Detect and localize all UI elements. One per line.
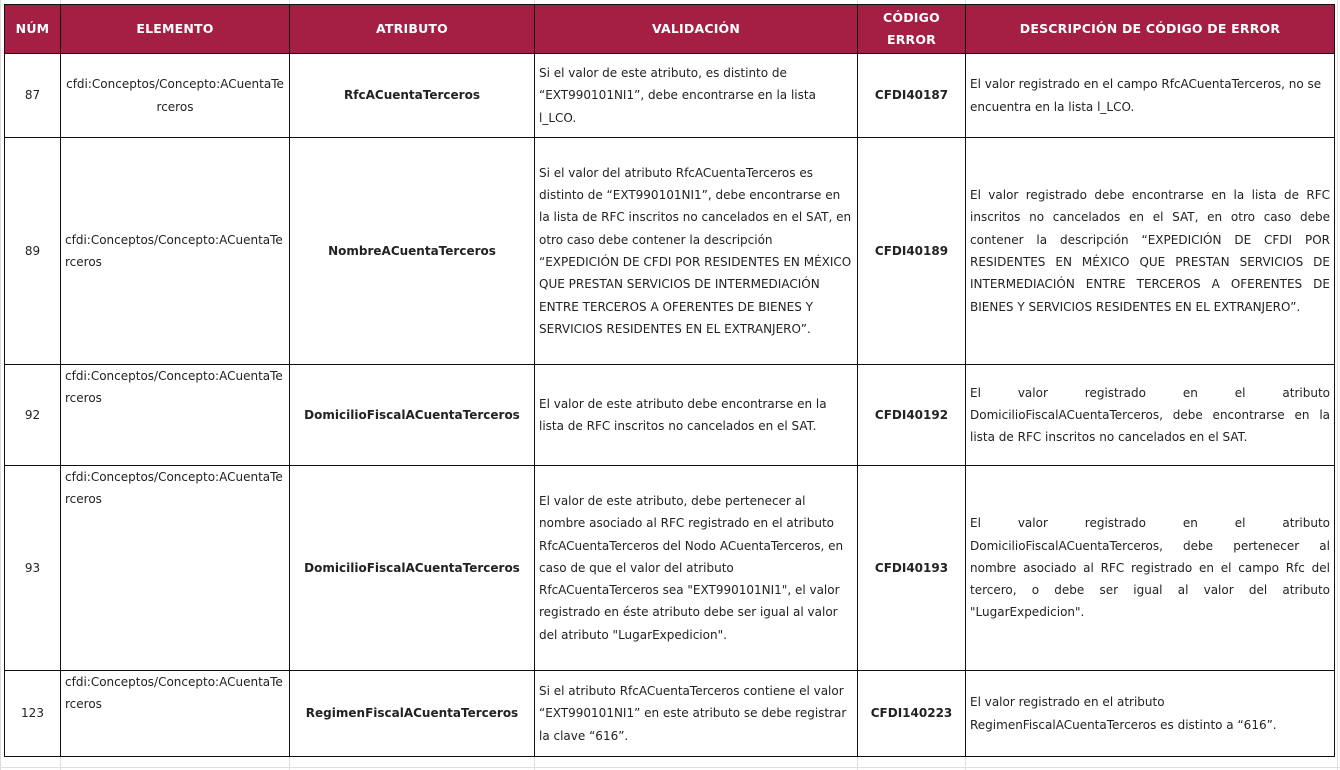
table-row <box>5 365 1335 466</box>
cell-validacion[interactable]: Si el valor de este atributo, es distinto de “EXT990101NI1”, debe encontrarse en la lista l_LCO. <box>535 54 858 138</box>
cell-validacion[interactable]: El valor de este atributo, debe pertenecer al nombre asociado al RFC registrado en el atributo RfcACuentaTerceros del Nodo ACuentaTerceros, en caso de que el valor del atributo RfcACuentaTerceros sea "EXT990101NI1", el valor registrado en éste atributo debe ser igual al valor del atributo "LugarExpedicion". <box>535 466 858 671</box>
cell-elemento[interactable]: cfdi:Conceptos/Concepto:ACuentaTerceros <box>61 138 290 365</box>
cell-validacion[interactable]: El valor de este atributo debe encontrarse en la lista de RFC inscritos no cancelados en el SAT. <box>535 365 858 466</box>
cell-atributo[interactable]: NombreACuentaTerceros <box>290 138 535 365</box>
cell-codigo-error[interactable]: CFDI40193 <box>858 466 966 671</box>
cell-atributo[interactable]: RfcACuentaTerceros <box>290 54 535 138</box>
cell-descripcion[interactable]: El valor registrado en el atributo DomicilioFiscalACuentaTerceros, debe pertenecer al nombre asociado al RFC registrado en el campo Rfc del tercero, o debe ser igual al valor del atributo "LugarExpedicion". <box>966 466 1335 671</box>
cell-num[interactable]: 89 <box>5 138 61 365</box>
column-header-num[interactable]: NÚM <box>5 5 61 54</box>
cell-codigo-error[interactable]: CFDI140223 <box>858 671 966 757</box>
cell-codigo-error[interactable]: CFDI40189 <box>858 138 966 365</box>
cell-validacion[interactable]: Si el atributo RfcACuentaTerceros contiene el valor “EXT990101NI1” en este atributo se debe registrar la clave “616”. <box>535 671 858 757</box>
cell-num[interactable]: 123 <box>5 671 61 757</box>
cell-descripcion[interactable]: El valor registrado en el atributo RegimenFiscalACuentaTerceros es distinto a “616”. <box>966 671 1335 757</box>
cell-descripcion[interactable]: El valor registrado debe encontrarse en la lista de RFC inscritos no cancelados en el SAT, en otro caso debe contener la descripción “EXPEDICIÓN DE CFDI POR RESIDENTES EN MÉXICO QUE PRESTAN SERVICIOS DE INTERMEDIACIÓN ENTRE TERCEROS A OFERENTES DE BIENES Y SERVICIOS RESIDENTES EN EL EXTRANJERO”. <box>966 138 1335 365</box>
validation-rules-table <box>4 4 1335 757</box>
cell-num[interactable]: 92 <box>5 365 61 466</box>
cell-elemento[interactable]: cfdi:Conceptos/Concepto:ACuentaTerceros <box>61 671 290 757</box>
column-header-descripcion[interactable]: DESCRIPCIÓN DE CÓDIGO DE ERROR <box>966 5 1335 54</box>
cell-descripcion[interactable]: El valor registrado en el atributo DomicilioFiscalACuentaTerceros, debe encontrarse en la lista de RFC inscritos no cancelados en el SAT. <box>966 365 1335 466</box>
gridline <box>1337 0 1338 770</box>
cell-num[interactable]: 87 <box>5 54 61 138</box>
column-header-atributo[interactable]: ATRIBUTO <box>290 5 535 54</box>
cell-atributo[interactable]: RegimenFiscalACuentaTerceros <box>290 671 535 757</box>
cell-elemento[interactable]: cfdi:Conceptos/Concepto:ACuentaTerceros <box>61 54 290 138</box>
cell-elemento[interactable]: cfdi:Conceptos/Concepto:ACuentaTerceros <box>61 365 290 466</box>
cell-num[interactable]: 93 <box>5 466 61 671</box>
table-row <box>5 138 1335 365</box>
cell-atributo[interactable]: DomicilioFiscalACuentaTerceros <box>290 466 535 671</box>
table-row <box>5 54 1335 138</box>
cell-codigo-error[interactable]: CFDI40187 <box>858 54 966 138</box>
cell-elemento[interactable]: cfdi:Conceptos/Concepto:ACuentaTerceros <box>61 466 290 671</box>
column-header-elemento[interactable]: ELEMENTO <box>61 5 290 54</box>
column-header-codigo-error[interactable]: CÓDIGO ERROR <box>858 5 966 54</box>
cell-codigo-error[interactable]: CFDI40192 <box>858 365 966 466</box>
cell-validacion[interactable]: Si el valor del atributo RfcACuentaTerceros es distinto de “EXT990101NI1”, debe encontrarse en la lista de RFC inscritos no cancelados en el SAT, en otro caso debe contener la descripción “EXPEDICIÓN DE CFDI POR RESIDENTES EN MÉXICO QUE PRESTAN SERVICIOS DE INTERMEDIACIÓN ENTRE TERCEROS A OFERENTES DE BIENES Y SERVICIOS RESIDENTES EN EL EXTRANJERO”. <box>535 138 858 365</box>
cell-descripcion[interactable]: El valor registrado en el campo RfcACuentaTerceros, no se encuentra en la lista l_LCO. <box>966 54 1335 138</box>
gridline <box>0 767 1340 768</box>
table-row <box>5 466 1335 671</box>
cell-atributo[interactable]: DomicilioFiscalACuentaTerceros <box>290 365 535 466</box>
column-header-validacion[interactable]: VALIDACIÓN <box>535 5 858 54</box>
table-row <box>5 671 1335 757</box>
table-header-row <box>5 5 1335 54</box>
